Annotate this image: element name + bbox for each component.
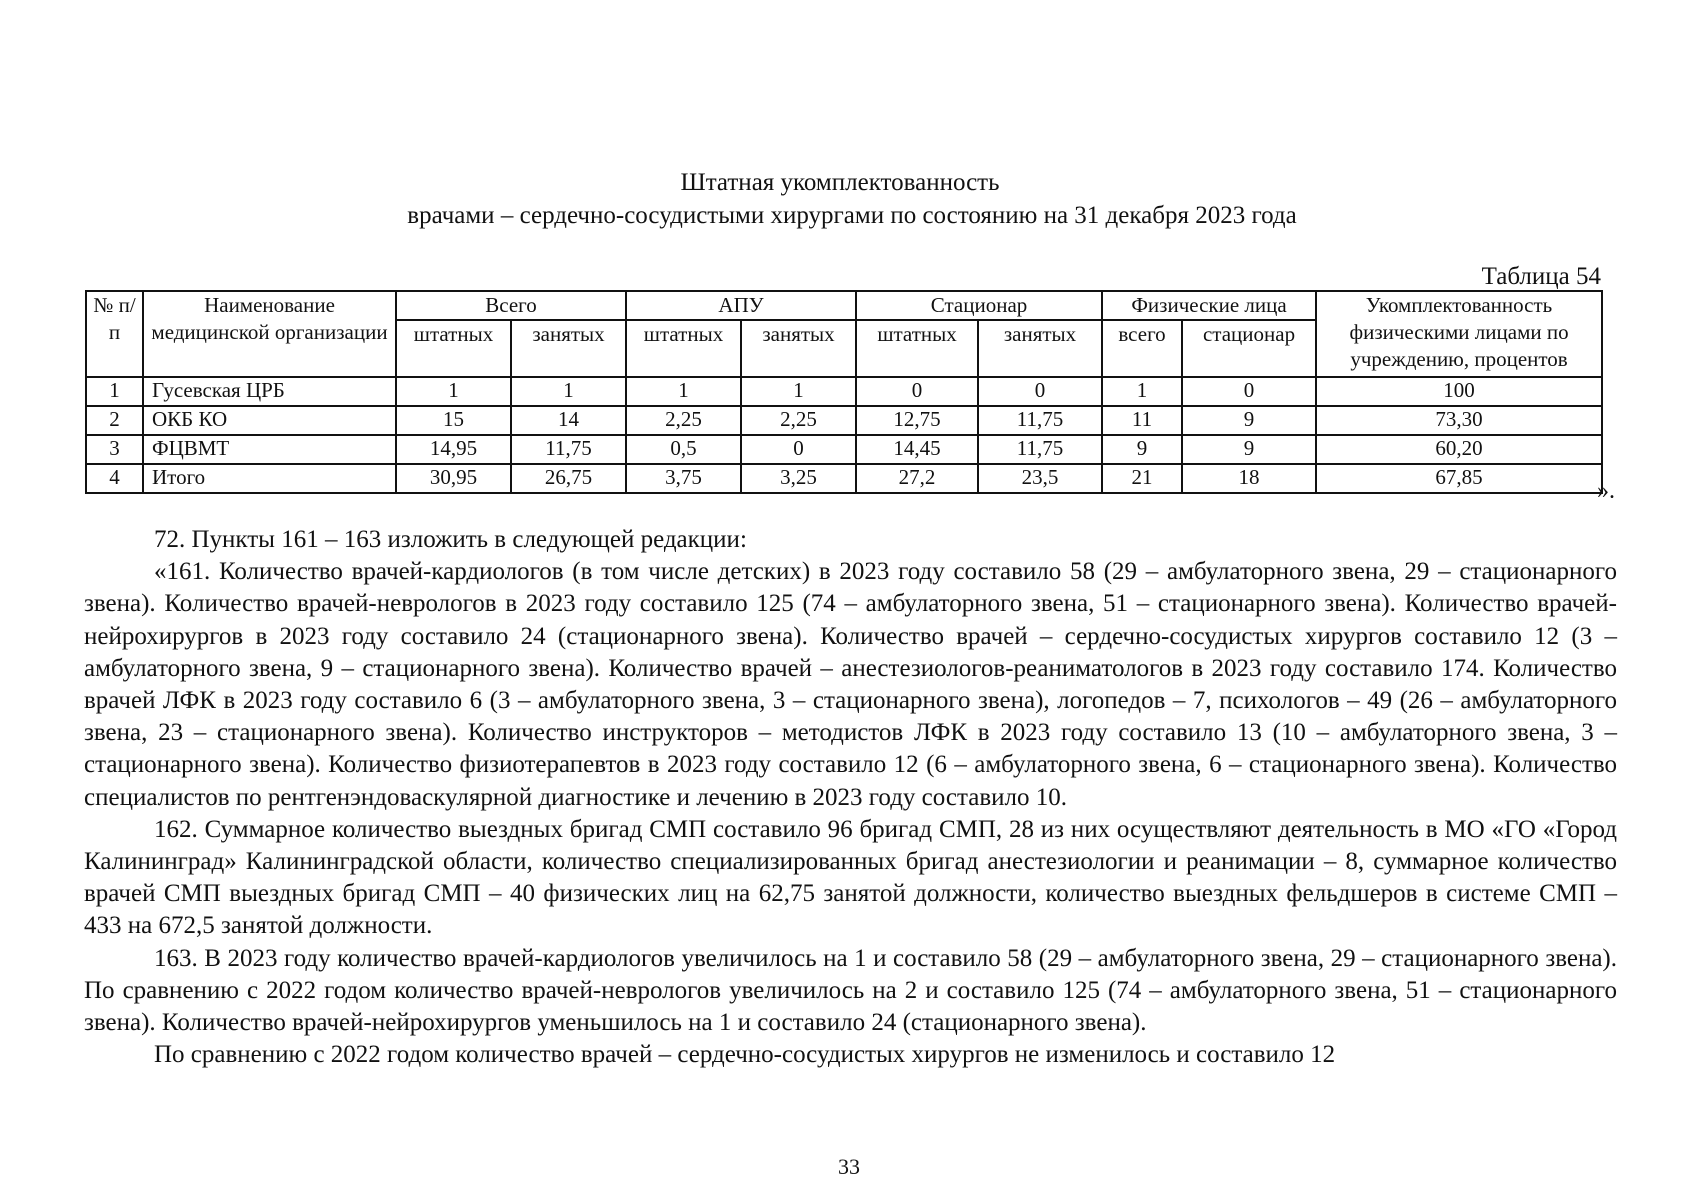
cell-total-staff: 30,95 bbox=[396, 464, 511, 493]
cell-name: Итого bbox=[143, 464, 396, 493]
header-apu: АПУ bbox=[626, 291, 856, 320]
cell-staffing-percent: 67,85 bbox=[1316, 464, 1602, 493]
header-total-occupied: занятых bbox=[511, 320, 626, 377]
cell-apu-staff: 0,5 bbox=[626, 435, 741, 464]
cell-physical-all: 9 bbox=[1102, 435, 1182, 464]
body-text bbox=[84, 524, 1617, 1071]
header-hospital: Стационар bbox=[856, 291, 1102, 320]
paragraph-163: 163. В 2023 году количество врачей-кардиологов увеличилось на 1 и составило 58 (29 – амбулаторного звена, 29 – стационарного звена). По сравнению с 2022 годом количество врачей-неврологов увеличилось на 2 и составило 125 (74 – амбулаторного звена, 51 – стационарного звена). Количество врачей-нейрохирургов уменьшилось на 1 и составило 24 (стационарного звена). bbox=[84, 944, 1617, 1037]
cell-physical-inpatient: 9 bbox=[1182, 435, 1316, 464]
table-title-line-2: врачами – сердечно-сосудистыми хирургами по состоянию на 31 декабря 2023 года bbox=[407, 202, 1297, 229]
cell-apu-staff: 3,75 bbox=[626, 464, 741, 493]
cell-hospital-staff: 0 bbox=[856, 377, 978, 406]
cell-num: 4 bbox=[86, 464, 143, 493]
cell-name: ОКБ КО bbox=[143, 406, 396, 435]
paragraph-162: 162. Суммарное количество выездных бригад СМП составило 96 бригад СМП, 28 из них осуществляют деятельность в МО «ГО «Город Калининград» Калининградской области, количество специализированных бригад анестезиологии и реанимации – 8, суммарное количество врачей СМП выездных бригад СМП – 40 физических лиц на 62,75 занятой должности, количество выездных фельдшеров в системе СМП – 433 на 672,5 занятой должности. bbox=[84, 815, 1617, 940]
closing-quote: ». bbox=[1597, 478, 1615, 504]
cell-physical-inpatient: 18 bbox=[1182, 464, 1316, 493]
cell-hospital-occupied: 0 bbox=[978, 377, 1102, 406]
cell-apu-occupied: 3,25 bbox=[741, 464, 856, 493]
cell-apu-staff: 2,25 bbox=[626, 406, 741, 435]
cell-num: 3 bbox=[86, 435, 143, 464]
cell-physical-all: 1 bbox=[1102, 377, 1182, 406]
cell-hospital-occupied: 11,75 bbox=[978, 435, 1102, 464]
header-total: Всего bbox=[396, 291, 626, 320]
header-hospital-staff: штатных bbox=[856, 320, 978, 377]
cell-num: 2 bbox=[86, 406, 143, 435]
cell-physical-inpatient: 0 bbox=[1182, 377, 1316, 406]
cell-apu-staff: 1 bbox=[626, 377, 741, 406]
cell-hospital-staff: 12,75 bbox=[856, 406, 978, 435]
page-number: 33 bbox=[838, 1154, 860, 1179]
header-hospital-occupied: занятых bbox=[978, 320, 1102, 377]
paragraph-continuation: По сравнению с 2022 годом количество врачей – сердечно-сосудистых хирургов не изменилось и составило 12 bbox=[154, 1041, 1336, 1069]
header-name: Наименование медицинской организации bbox=[143, 291, 396, 377]
paragraph-72: 72. Пункты 161 – 163 изложить в следующей редакции: bbox=[154, 526, 747, 553]
header-staffing: Укомплектованность физическими лицами по учреждению, процентов bbox=[1316, 291, 1602, 377]
cell-hospital-occupied: 23,5 bbox=[978, 464, 1102, 493]
cell-total-occupied: 11,75 bbox=[511, 435, 626, 464]
header-total-staff: штатных bbox=[396, 320, 511, 377]
cell-total-staff: 1 bbox=[396, 377, 511, 406]
cell-physical-all: 21 bbox=[1102, 464, 1182, 493]
cell-num: 1 bbox=[86, 377, 143, 406]
cell-total-occupied: 1 bbox=[511, 377, 626, 406]
header-physical-all: всего bbox=[1102, 320, 1182, 377]
header-physical: Физические лица bbox=[1102, 291, 1316, 320]
table-row bbox=[86, 464, 1602, 493]
cell-total-occupied: 26,75 bbox=[511, 464, 626, 493]
header-apu-occupied: занятых bbox=[741, 320, 856, 377]
cell-apu-occupied: 2,25 bbox=[741, 406, 856, 435]
table-row bbox=[86, 435, 1602, 464]
table-row bbox=[86, 377, 1602, 406]
cell-name: ФЦВМТ bbox=[143, 435, 396, 464]
cell-staffing-percent: 100 bbox=[1316, 377, 1602, 406]
staffing-table bbox=[85, 290, 1603, 494]
header-num: № п/п bbox=[86, 291, 143, 377]
cell-total-occupied: 14 bbox=[511, 406, 626, 435]
cell-physical-all: 11 bbox=[1102, 406, 1182, 435]
cell-apu-occupied: 0 bbox=[741, 435, 856, 464]
table-number-label: Таблица 54 bbox=[1481, 263, 1601, 290]
cell-total-staff: 14,95 bbox=[396, 435, 511, 464]
cell-hospital-staff: 14,45 bbox=[856, 435, 978, 464]
cell-name: Гусевская ЦРБ bbox=[143, 377, 396, 406]
cell-physical-inpatient: 9 bbox=[1182, 406, 1316, 435]
header-physical-inpatient: стационар bbox=[1182, 320, 1316, 377]
cell-staffing-percent: 60,20 bbox=[1316, 435, 1602, 464]
table-title-line-1: Штатная укомплектованность bbox=[680, 169, 1000, 196]
cell-hospital-staff: 27,2 bbox=[856, 464, 978, 493]
header-apu-staff: штатных bbox=[626, 320, 741, 377]
cell-hospital-occupied: 11,75 bbox=[978, 406, 1102, 435]
cell-staffing-percent: 73,30 bbox=[1316, 406, 1602, 435]
cell-total-staff: 15 bbox=[396, 406, 511, 435]
paragraph-161: «161. Количество врачей-кардиологов (в том числе детских) в 2023 году составило 58 (29 – амбулаторного звена, 29 – стационарного звена). Количество врачей-неврологов в 2023 году составило 125 (74 – амбулаторного звена, 51 – стационарного звена). Количество врачей-нейрохирургов в 2023 году составило 24 (стационарного звена). Количество врачей – сердечно-сосудистых хирургов составило 12 (3 – амбулаторного звена, 9 – стационарного звена). Количество врачей – анестезиологов-реаниматологов в 2023 году составило 174. Количество врачей ЛФК в 2023 году составило 6 (3 – амбулаторного звена, 3 – стационарного звена), логопедов – 7, психологов – 49 (26 – амбулаторного звена, 23 – стационарного звена). Количество инструкторов – методистов ЛФК в 2023 году составило 13 (10 – амбулаторного звена, 3 – стационарного звена). Количество физиотерапевтов в 2023 году составило 12 (6 – амбулаторного звена, 6 – стационарного звена). Количество специалистов по рентгенэндоваскулярной диагностике и лечению в 2023 году составило 10. bbox=[84, 558, 1617, 811]
table-row bbox=[86, 406, 1602, 435]
cell-apu-occupied: 1 bbox=[741, 377, 856, 406]
